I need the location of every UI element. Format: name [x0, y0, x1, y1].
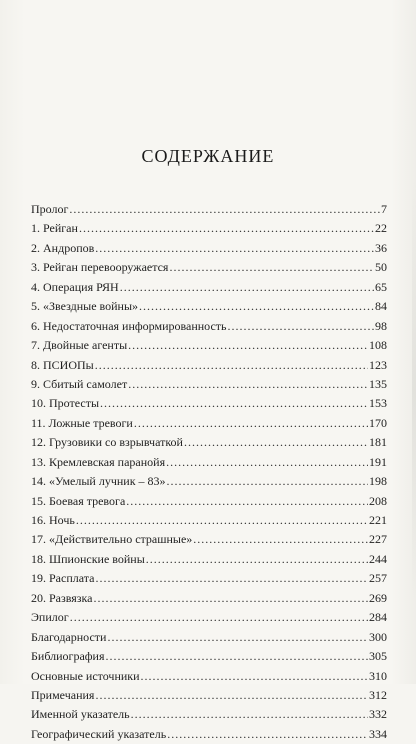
- toc-entry-label: 11. Ложные тревоги: [31, 415, 133, 430]
- toc-entry-label: 19. Расплата: [31, 571, 95, 586]
- toc-entry-page: 36: [375, 240, 387, 255]
- toc-entry-page: 305: [369, 649, 387, 664]
- toc-entry-label: 2. Андропов: [31, 240, 95, 255]
- toc-entry: [31, 589, 387, 608]
- toc-entry-label: Пролог: [31, 202, 69, 216]
- toc-entry: [31, 297, 387, 316]
- toc-entry-label: 1. Рейган: [31, 221, 78, 236]
- toc-entry-page: 98: [375, 318, 387, 333]
- toc-entry: [31, 239, 387, 258]
- toc-entry: [31, 628, 387, 647]
- toc-entry-page: 310: [369, 668, 387, 683]
- toc-entry-label: 20. Развязка: [31, 590, 93, 605]
- toc-entry-label: 8. ПСИОПы: [31, 357, 94, 372]
- toc-leader-dots: [139, 297, 374, 316]
- toc-leader-dots: [193, 530, 368, 549]
- toc-leader-dots: [166, 453, 368, 472]
- toc-entry-page: 50: [375, 260, 387, 275]
- toc-leader-dots: [126, 492, 368, 511]
- toc-entry-label: 6. Недостаточная информированность: [31, 318, 227, 333]
- toc-entry-label: 12. Грузовики со взрывчаткой: [31, 435, 183, 450]
- toc-entry-label: 9. Сбитый самолет: [31, 376, 128, 391]
- toc-leader-dots: [128, 375, 368, 394]
- toc-entry-page: 181: [369, 435, 387, 450]
- toc-leader-dots: [79, 219, 374, 238]
- toc-leader-dots: [120, 278, 374, 297]
- toc-entry-page: 300: [369, 629, 387, 644]
- toc-entry-label: 10. Протесты: [31, 396, 100, 411]
- toc-entry-label: Библиография: [31, 649, 105, 664]
- toc-leader-dots: [69, 200, 380, 219]
- toc-leader-dots: [128, 336, 368, 355]
- toc-leader-dots: [184, 433, 368, 452]
- toc-leader-dots: [141, 667, 368, 686]
- toc-entry-page: 123: [369, 357, 387, 372]
- toc-entry: [31, 258, 387, 277]
- toc-entry: [31, 705, 387, 724]
- toc-entry: [31, 453, 387, 472]
- toc-entry-label: 18. Шпионские войны: [31, 551, 145, 566]
- toc-entry: [31, 530, 387, 549]
- toc-leader-dots: [107, 628, 368, 647]
- toc-entry: [31, 433, 387, 452]
- toc-entry-page: 227: [369, 532, 387, 547]
- toc-entry-page: 7: [381, 202, 387, 216]
- toc-leader-dots: [146, 550, 368, 569]
- toc-entry-page: 22: [375, 221, 387, 236]
- toc-leader-dots: [76, 511, 368, 530]
- toc-entry-label: 15. Боевая тревога: [31, 493, 126, 508]
- toc-entry-page: 170: [369, 415, 387, 430]
- toc-entry: [31, 219, 387, 238]
- toc-leader-dots: [106, 647, 369, 666]
- toc-entry: [31, 278, 387, 297]
- toc-entry-label: Основные источники: [31, 668, 140, 683]
- toc-entry: [31, 336, 387, 355]
- toc-entry: [31, 200, 387, 219]
- toc-entry: [31, 686, 387, 705]
- toc-leader-dots: [167, 472, 368, 491]
- toc-entry-label: Именной указатель: [31, 707, 130, 722]
- toc-entry-label: 13. Кремлевская паранойя: [31, 454, 166, 469]
- toc-entry-label: Эпилог: [31, 610, 69, 625]
- toc-entry-page: 334: [369, 726, 387, 741]
- toc-entry-page: 312: [369, 687, 387, 702]
- toc-leader-dots: [100, 394, 368, 413]
- toc-entry-label: 14. «Умелый лучник – 83»: [31, 474, 166, 489]
- toc-leader-dots: [167, 725, 368, 744]
- toc-entry-page: 65: [375, 279, 387, 294]
- toc-entry-page: 269: [369, 590, 387, 605]
- toc-entry-page: 208: [369, 493, 387, 508]
- toc-entry: [31, 317, 387, 336]
- toc-entry: [31, 394, 387, 413]
- toc-entry-page: 244: [369, 551, 387, 566]
- toc-leader-dots: [169, 258, 374, 277]
- toc-leader-dots: [70, 608, 368, 627]
- toc-entry-page: 332: [369, 707, 387, 722]
- toc-entry-label: Географический указатель: [31, 726, 167, 741]
- toc-entry-label: 7. Двойные агенты: [31, 338, 128, 353]
- toc-entry: [31, 492, 387, 511]
- toc-leader-dots: [134, 414, 368, 433]
- toc-entry-label: Примечания: [31, 687, 95, 702]
- toc-entry: [31, 647, 387, 666]
- toc-entry: [31, 550, 387, 569]
- toc-entry-label: 5. «Звездные войны»: [31, 299, 139, 314]
- toc-entry-page: 257: [369, 571, 387, 586]
- toc-entry: [31, 375, 387, 394]
- page-title: СОДЕРЖАНИЕ: [141, 146, 275, 166]
- toc-leader-dots: [95, 239, 374, 258]
- toc-entry: [31, 511, 387, 530]
- toc-entry-page: 153: [369, 396, 387, 411]
- toc-leader-dots: [95, 356, 368, 375]
- toc-entry: [31, 414, 387, 433]
- toc-entry: [31, 569, 387, 588]
- toc-entry-page: 84: [375, 299, 387, 314]
- toc-entry-page: 284: [369, 610, 387, 625]
- toc-entry: [31, 608, 387, 627]
- toc-entry-page: 191: [369, 454, 387, 469]
- toc-entry-page: 221: [369, 513, 387, 527]
- toc-entry-page: 135: [369, 376, 387, 391]
- toc-entry: [31, 356, 387, 375]
- toc-entry-label: Благодарности: [31, 629, 107, 644]
- toc-entry-label: 17. «Действительно страшные»: [31, 532, 193, 547]
- toc-entry: [31, 725, 387, 744]
- table-of-contents: [31, 200, 387, 744]
- toc-entry-label: 16. Ночь: [31, 513, 75, 527]
- toc-leader-dots: [131, 705, 368, 724]
- toc-leader-dots: [93, 589, 368, 608]
- page-edge-shadow: [412, 180, 416, 600]
- toc-leader-dots: [95, 569, 368, 588]
- toc-leader-dots: [95, 686, 368, 705]
- toc-entry-page: 198: [369, 474, 387, 489]
- toc-leader-dots: [228, 317, 374, 336]
- toc-entry-label: 4. Операция РЯН: [31, 279, 119, 294]
- toc-entry-label: 3. Рейган перевооружается: [31, 260, 169, 275]
- toc-entry-page: 108: [369, 338, 387, 353]
- toc-entry: [31, 667, 387, 686]
- toc-entry: [31, 472, 387, 491]
